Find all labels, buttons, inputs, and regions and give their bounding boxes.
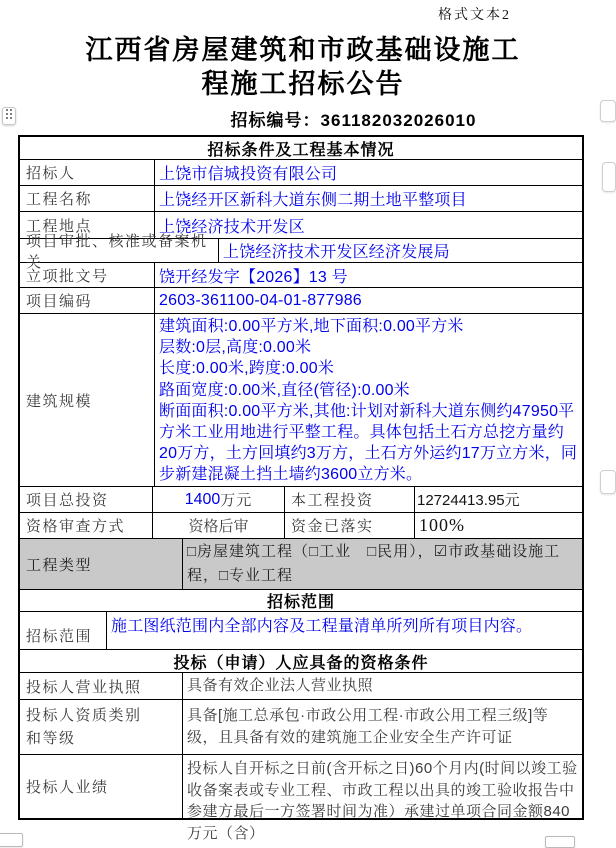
scale-line: 建筑面积:0.00平方米,地下面积:0.00平方米 [159, 318, 464, 335]
format-text-label: 格式文本2 [438, 8, 511, 23]
right-edge-widget[interactable] [600, 470, 616, 494]
row-bidder [20, 159, 582, 185]
project-code-value: 2603-361100-04-01-877986 [154, 288, 582, 313]
row-approval-doc-no [20, 262, 582, 287]
row-project-name [20, 185, 582, 211]
row-bid-scope [20, 611, 582, 649]
approval-doc-no-label: 立项批文号 [26, 267, 109, 285]
funds-in-place-label: 资金已落实 [284, 513, 414, 538]
scale-line: 层数:0层,高度:0.00米 [159, 339, 312, 357]
section-title: 招标条件及工程基本情况 [207, 141, 395, 159]
construction-scale-label: 建筑规模 [26, 392, 93, 410]
row-project-code [20, 287, 582, 313]
section-header-qualification [20, 649, 582, 672]
row-project-type [20, 538, 582, 589]
row-qualification-grade [20, 699, 582, 754]
tender-number-text: 招标编号：361182032026010 [230, 111, 477, 130]
business-license-value: 具备有效企业法人营业执照 [182, 673, 582, 699]
row-qualification-review [20, 512, 582, 538]
total-investment-value [152, 487, 284, 512]
section-title: 招标范围 [266, 594, 335, 611]
approval-authority-label: 项目审批、核准或备案机关 [26, 232, 208, 271]
total-investment-label: 项目总投资 [26, 492, 109, 509]
row-performance [20, 754, 582, 842]
bottom-edge-widget[interactable] [0, 833, 23, 847]
approval-authority-value: 上饶经济技术开发区经济发展局 [218, 239, 582, 262]
location-value: 上饶经济技术开发区 [154, 212, 582, 238]
performance-label: 投标人业绩 [26, 779, 109, 796]
work-investment-value: 12724413.95元 [414, 487, 582, 512]
scale-line: 长度:0.00米,跨度:0.00米 [159, 360, 335, 378]
total-investment-amount: 1400 [184, 490, 221, 508]
project-type-checkboxes: □房屋建筑工程（□工业 □民用），☑市政基础设施工程，□专业工程 [182, 539, 582, 589]
row-investment [20, 486, 582, 512]
project-type-label: 工程类型 [26, 556, 93, 574]
bidder-label: 招标人 [26, 165, 76, 182]
funds-in-place-value: 100% [414, 513, 582, 538]
work-investment-label: 本工程投资 [284, 487, 414, 512]
project-name-label: 工程名称 [26, 191, 93, 208]
scale-line: 断面面积:0.00平方米,其他:计划对新科大道东侧约47950平方米工业用地进行平整工程。具体包括土石方总挖方量约20万方，土方回填约3万方，土石方外运约17万立方米，同步新建混凝土挡土墙约3600立方米。 [159, 402, 578, 484]
section-header-bid-scope [20, 589, 582, 611]
location-label: 工程地点 [26, 217, 93, 235]
dots-grid-icon [5, 107, 13, 125]
construction-scale-value [154, 314, 582, 486]
qualification-grade-label: 投标人资质类别和等级 [26, 707, 142, 747]
tender-number [0, 106, 607, 131]
total-investment-unit: 万元 [220, 492, 253, 509]
qualification-grade-value: 具备[施工总承包·市政公用工程·市政公用工程三级]等级，且具备有效的建筑施工企业安全生产许可证 [182, 700, 582, 754]
row-approval-authority [20, 232, 582, 271]
project-code-label: 项目编码 [26, 293, 93, 310]
section-title: 投标（申请）人应具备的资格条件 [173, 654, 429, 672]
business-license-label: 投标人营业执照 [26, 678, 142, 696]
bidder-value: 上饶市信城投资有限公司 [154, 160, 582, 185]
table-drag-handle[interactable] [2, 107, 16, 125]
approval-doc-no-value: 饶开经发字【2026】13 号 [154, 263, 582, 287]
row-business-license [20, 672, 582, 699]
qualification-review-label: 资格审查方式 [26, 518, 126, 535]
bid-scope-label: 招标范围 [26, 628, 93, 645]
page-title: 江西省房屋建筑和市政基础设施工程施工招标公告 [85, 35, 521, 99]
right-edge-widget[interactable] [602, 162, 616, 192]
scale-line: 路面宽度:0.00米,直径(管径):0.00米 [159, 381, 410, 399]
bid-scope-value: 施工图纸范围内全部内容及工程量清单所列所有项目内容。 [106, 612, 582, 649]
section-header-basic-info [20, 137, 582, 159]
performance-value: 投标人自开标之日前(含开标之日)60个月内(时间以竣工验收备案表或专业工程、市政工程以出具的竣工验收报告中参建方最后一方签署时间为准）承建过单项合同金额840万元（含） [182, 755, 582, 818]
right-edge-widget[interactable] [600, 100, 616, 122]
tender-info-table [18, 135, 584, 842]
project-name-value: 上饶经开区新科大道东侧二期土地平整项目 [154, 186, 582, 211]
row-construction-scale [20, 313, 582, 486]
qualification-review-value: 资格后审 [152, 513, 284, 538]
